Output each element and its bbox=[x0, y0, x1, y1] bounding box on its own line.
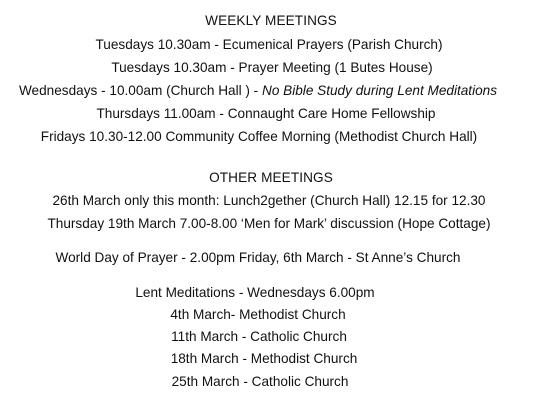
other-meetings-heading: OTHER MEETINGS bbox=[209, 170, 333, 185]
weekly-item-wednesday bbox=[0, 82, 528, 100]
lent-date-18th-march: 18th March - Methodist Church bbox=[170, 351, 358, 366]
weekly-item-tuesday-prayer: Tuesdays 10.30am - Prayer Meeting (1 Butes House) bbox=[111, 60, 433, 75]
weekly-meetings-heading: WEEKLY MEETINGS bbox=[205, 13, 337, 28]
weekly-item-friday: Fridays 10.30-12.00 Community Coffee Morning (Methodist Church Hall) bbox=[40, 129, 478, 144]
other-item-men-for-mark: Thursday 19th March 7.00-8.00 ‘Men for Mark’ discussion (Hope Cottage) bbox=[47, 216, 491, 231]
weekly-item-tuesday-ecumenical: Tuesdays 10.30am - Ecumenical Prayers (Parish Church) bbox=[95, 37, 443, 52]
lent-meditations-title: Lent Meditations - Wednesdays 6.00pm bbox=[135, 285, 375, 300]
weekly-item-wednesday-note: No Bible Study during Lent Meditations bbox=[262, 83, 498, 98]
weekly-item-thursday: Thursdays 11.00am - Connaught Care Home Fellowship bbox=[96, 106, 436, 121]
world-day-of-prayer: World Day of Prayer - 2.00pm Friday, 6th March - St Anne’s Church bbox=[55, 250, 461, 265]
lent-date-11th-march: 11th March - Catholic Church bbox=[171, 329, 347, 344]
weekly-item-wednesday-text: Wednesdays - 10.00am (Church Hall ) - bbox=[18, 83, 262, 98]
lent-date-25th-march: 25th March - Catholic Church bbox=[171, 374, 349, 389]
other-item-lunch2gether: 26th March only this month: Lunch2gether (Church Hall) 12.15 for 12.30 bbox=[52, 193, 486, 208]
lent-date-4th-march: 4th March- Methodist Church bbox=[170, 307, 346, 322]
